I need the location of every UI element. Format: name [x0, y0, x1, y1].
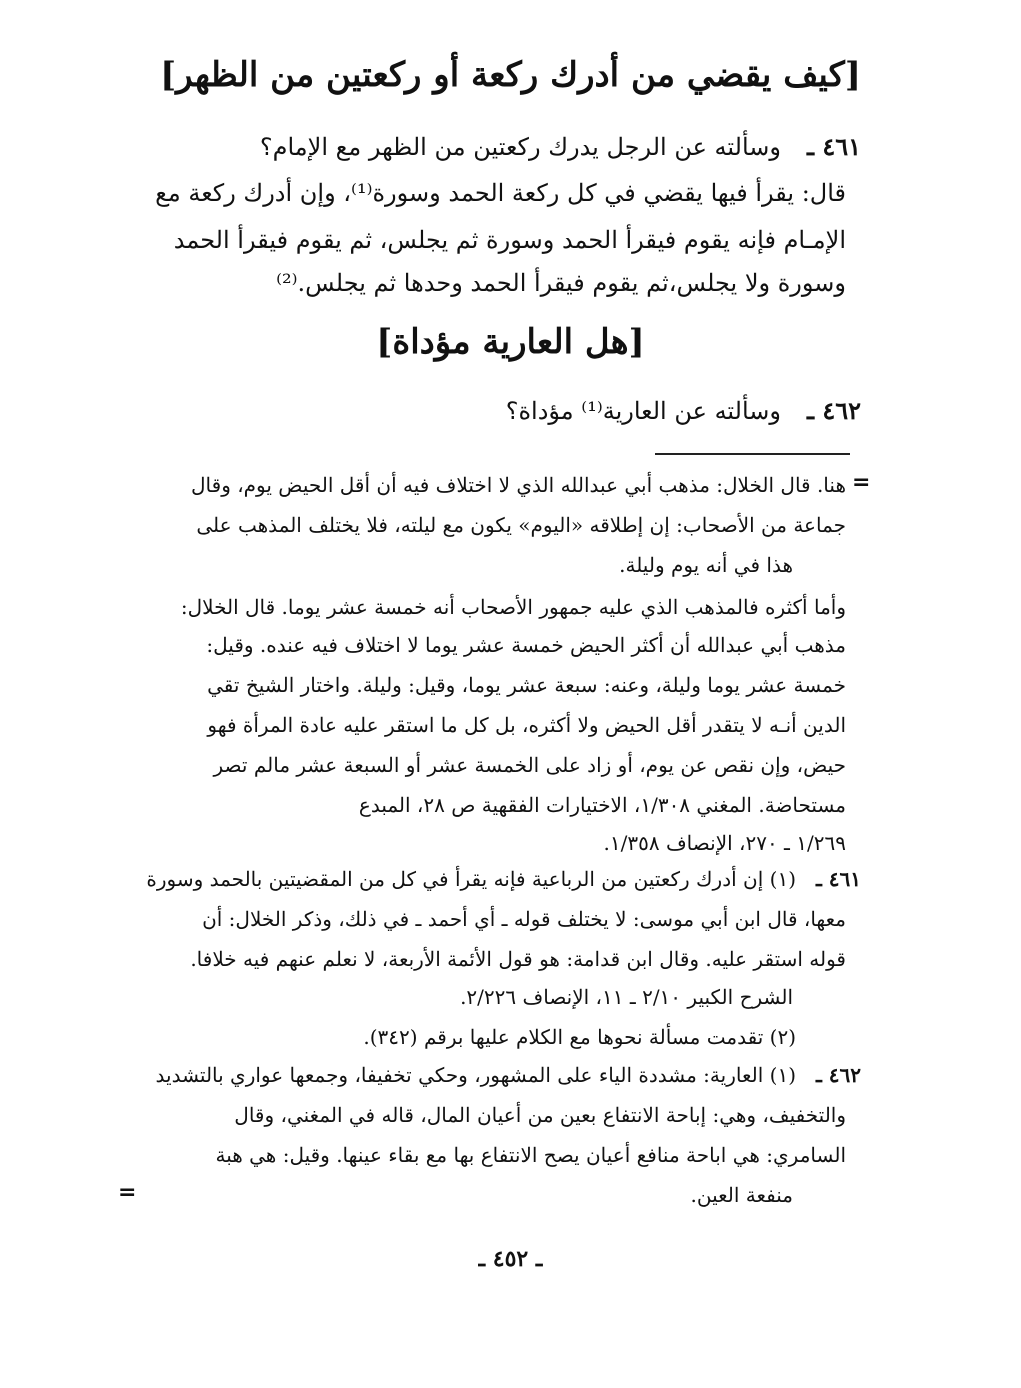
- footnote-cont-line-5: مذهب أبي عبدالله أن أكثر الحيض خمسة عشر يوما لا اختلاف فيه عنده. وقيل:: [206, 633, 846, 657]
- footnote-number-462: ٤٦٢ ـ: [815, 1063, 861, 1087]
- footnote-461-line-2: معها، قال ابن أبي موسى: لا يختلف قوله ـ أي أحمد ـ في ذلك، وذكر الخلال: أن: [202, 907, 846, 931]
- page-number: ـ ٤٥٢ ـ: [478, 1246, 543, 1272]
- footnote-number-461: ٤٦١ ـ: [815, 867, 861, 891]
- question-number-461: ٤٦١ ـ: [806, 132, 861, 161]
- footnote-461-line-1: (١) إن أدرك ركعتين من الرباعية فإنه يقرأ في كل من المقضيتين بالحمد وسورة: [146, 867, 796, 891]
- footnote-cont-line-1: هنا. قال الخلال: مذهب أبي عبدالله الذي لا اختلاف فيه أن أقل الحيض يوم، وقال: [191, 473, 846, 497]
- section-heading-2: [هل العارية مؤداة]: [376, 322, 645, 362]
- footnote-462-line-3: السامري: هي اباحة منافع أعيان يصح الانتفاع بها مع بقاء عينها. وقيل: هي هبة: [215, 1143, 846, 1167]
- footnote-cont-line-3: هذا في أنه يوم وليلة.: [619, 553, 793, 577]
- footnote-separator: [655, 453, 850, 455]
- footnote-cont-line-2: جماعة من الأصحاب: إن إطلاقه «اليوم» يكون مع ليلته، فلا يختلف المذهب على: [196, 513, 846, 537]
- footnote-462-line-4: منفعة العين.: [690, 1183, 793, 1207]
- footnote-461-line-5: (٢) تقدمت مسألة نحوها مع الكلام عليها برقم (٣٤٢).: [363, 1025, 796, 1049]
- footnote-461-line-3: قوله استقر عليه. وقال ابن قدامة: هو قول الأئمة الأربعة، لا نعلم عنهم فيه خلافا.: [190, 947, 846, 971]
- footnote-cont-line-7: الدين أنـه لا يتقدر أقل الحيض ولا أكثره، بل كل ما استقر عليه عادة المرأة فهو: [207, 713, 846, 737]
- answer-461-line-2: الإمـام فإنه يقوم فيقرأ الحمد وسورة ثم يجلس، ثم يقوم فيقرأ الحمد: [173, 226, 846, 254]
- footnote-cont-line-6: خمسة عشر يوما وليلة، وعنه: سبعة عشر يوما، وقيل: وليلة. واختار الشيخ تقي: [207, 673, 846, 697]
- footnote-cont-line-8: حيض، وإن نقص عن يوم، أو زاد على الخمسة عشر أو السبعة عشر مالم تصر: [213, 753, 846, 777]
- footnote-462-line-2: والتخفيف، وهي: إباحة الانتفاع بعين من أعيان المال، قاله في المغني، وقال: [234, 1103, 846, 1127]
- answer-461-line-1: قال: يقرأ فيها يقضي في كل ركعة الحمد وسورة⁽¹⁾، وإن أدرك ركعة مع: [155, 179, 846, 207]
- footnote-461-line-4: الشرح الكبير ٢/١٠ ـ ١١، الإنصاف ٢/٢٢٦.: [460, 985, 793, 1009]
- end-continuation-mark: =: [118, 1180, 137, 1205]
- section-heading-1: [كيف يقضي من أدرك ركعة أو ركعتين من الظهر]: [160, 55, 861, 95]
- question-number-462: ٤٦٢ ـ: [806, 396, 861, 425]
- footnote-cont-line-10: ١/٢٦٩ ـ ٢٧٠، الإنصاف ١/٣٥٨.: [603, 831, 846, 855]
- continuation-mark: =: [852, 470, 871, 495]
- footnote-cont-line-9: مستحاضة. المغني ١/٣٠٨، الاختيارات الفقهية ص ٢٨، المبدع: [358, 793, 846, 817]
- question-462-text: وسألته عن العارية⁽¹⁾ مؤداة؟: [505, 397, 781, 425]
- footnote-462-line-1: (١) العارية: مشددة الياء على المشهور، وحكي تخفيفا، وجمعها عواري بالتشديد: [155, 1063, 796, 1087]
- footnote-cont-line-4: وأما أكثره فالمذهب الذي عليه جمهور الأصحاب أنه خمسة عشر يوما. قال الخلال:: [180, 595, 846, 619]
- question-461-text: وسألته عن الرجل يدرك ركعتين من الظهر مع الإمام؟: [259, 133, 781, 161]
- answer-461-line-3: وسورة ولا يجلس،ثم يقوم فيقرأ الحمد وحدها ثم يجلس.⁽²⁾: [276, 269, 846, 297]
